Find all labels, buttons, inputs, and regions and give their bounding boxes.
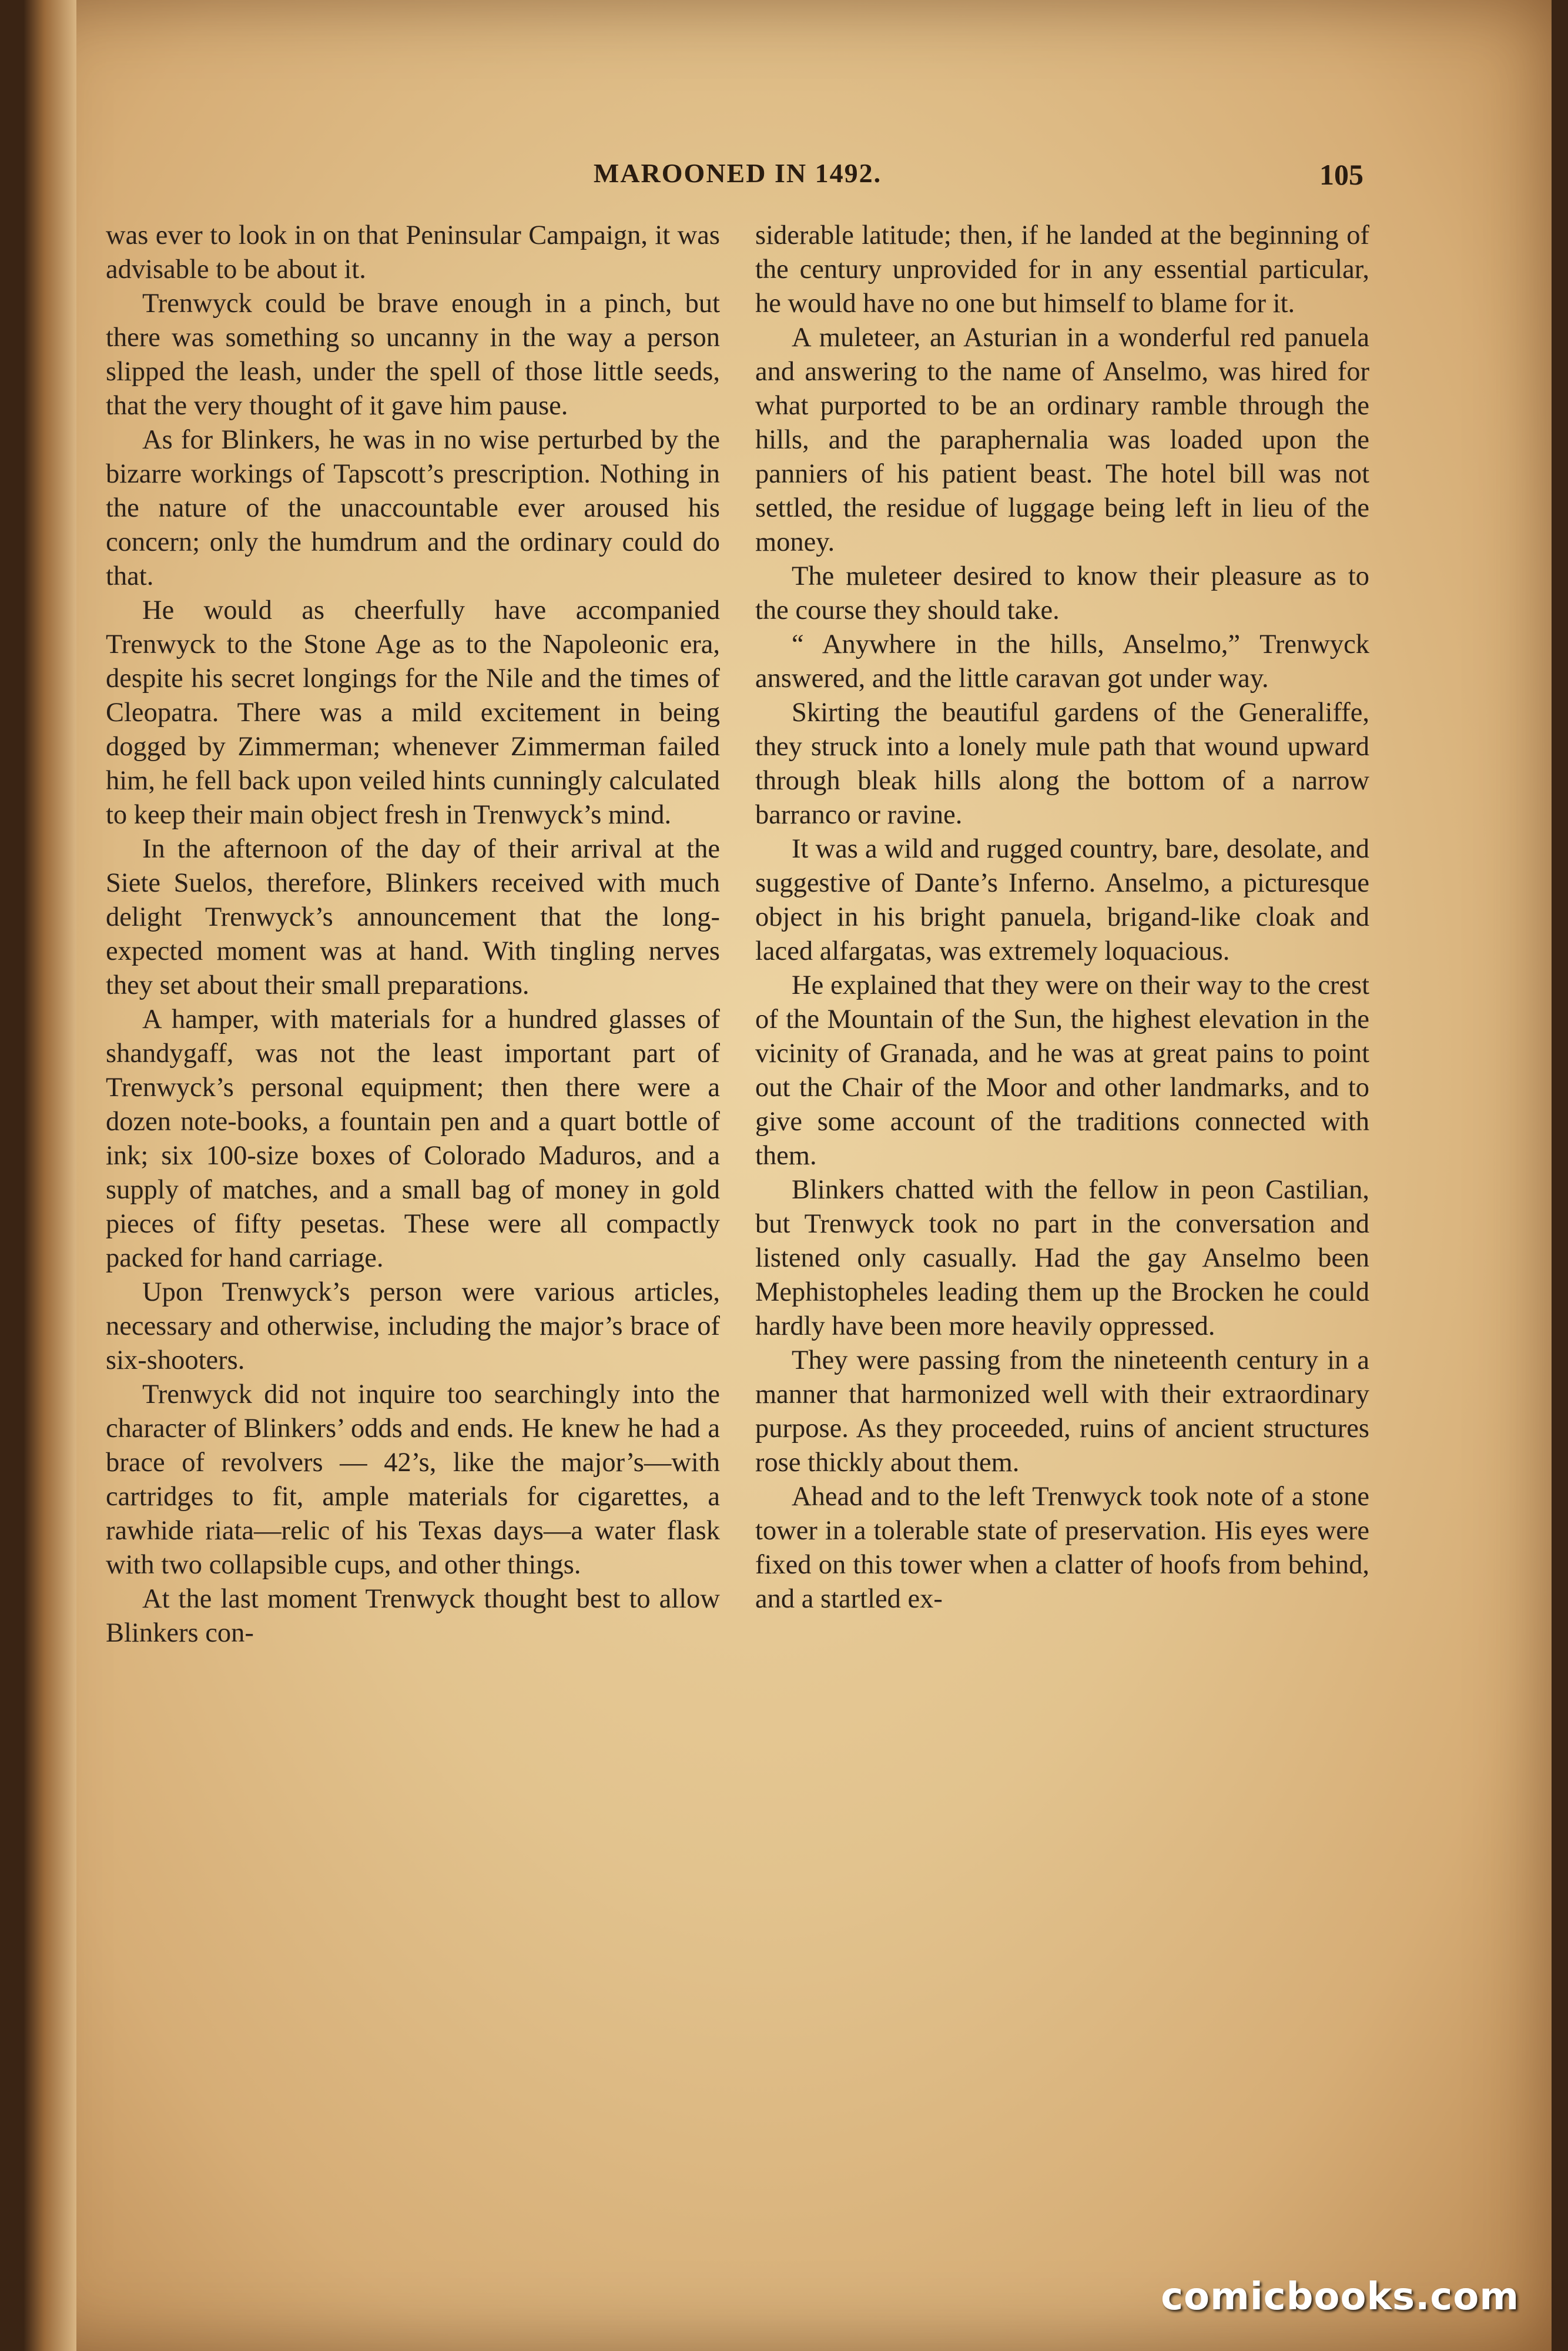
paragraph: Trenwyck did not inquire too searchingly into the character of Blinkers’ odds and ends. He knew he had a brace of revolvers — 42’s, like the major’s—with cartridges to fit, ample materials for cigarettes, a rawhide riata—relic of his Texas days—a water flask with two collapsible cups, and other things. (106, 1379, 720, 1580)
paragraph: was ever to look in on that Peninsular Campaign, it was advisable to be about it. (106, 220, 720, 284)
paragraph: Blinkers chatted with the fellow in peon Castilian, but Trenwyck took no part in the conversation and listened only casually. Had the gay Anselmo been Mephistopheles leading them up the Brocken he could hardly have been more heavily oppressed. (755, 1175, 1369, 1341)
book-page (24, 0, 1552, 2351)
paragraph: A muleteer, an Asturian in a wonderful red panuela and answering to the name of Anselmo, was hired for what purported to be an ordinary ramble through the hills, and the paraphernalia was loaded upon the panniers of his patient beast. The hotel bill was not settled, the residue of luggage being left in lieu of the money. (755, 323, 1369, 557)
site-watermark: comicbooks.com (1161, 2275, 1519, 2319)
paragraph: “ Anywhere in the hills, Anselmo,” Trenwyck answered, and the little caravan got under way. (755, 629, 1369, 694)
paragraph: Skirting the beautiful gardens of the Generaliffe, they struck into a lonely mule path that wound upward through bleak hills along the bottom of a narrow barranco or ravine. (755, 698, 1369, 830)
paragraph: In the afternoon of the day of their arrival at the Siete Suelos, therefore, Blinkers received with much delight Trenwyck’s announcement that the long-expected moment was at hand. With tingling nerves they set about their small preparations. (106, 834, 720, 1000)
paragraph: Upon Trenwyck’s person were various articles, necessary and otherwise, including the major’s brace of six-shooters. (106, 1277, 720, 1375)
paragraph: A hamper, with materials for a hundred glasses of shandygaff, was not the least important part of Trenwyck’s personal equipment; then there were a dozen note-books, a fountain pen and a quart bottle of ink; six 100-size boxes of Colorado Maduros, and a supply of matches, and a small bag of money in gold pieces of fifty pesetas. These were all compactly packed for hand carriage. (106, 1004, 720, 1273)
paragraph: As for Blinkers, he was in no wise perturbed by the bizarre workings of Tapscott’s prescription. Nothing in the nature of the unaccountable ever aroused his concern; only the humdrum and the ordinary could do that. (106, 425, 720, 591)
running-title: MAROONED IN 1492. (593, 158, 882, 188)
page-number: 105 (1319, 158, 1363, 191)
paragraph: They were passing from the nineteenth century in a manner that harmonized well with their extraordinary purpose. As they proceeded, ruins of ancient structures rose thickly about them. (755, 1345, 1369, 1478)
paragraph: It was a wild and rugged country, bare, desolate, and suggestive of Dante’s Inferno. Anselmo, a picturesque object in his bright panuela, brigand-like cloak and laced alfargatas, was extremely loquacious. (755, 834, 1369, 966)
paragraph: He would as cheerfully have accompanied Trenwyck to the Stone Age as to the Napoleonic era, despite his secret longings for the Nile and the times of Cleopatra. There was a mild excitement in being dogged by Zimmerman; whenever Zimmerman failed him, he fell back upon veiled hints cunningly calculated to keep their main object fresh in Trenwyck’s mind. (106, 595, 720, 830)
paragraph: siderable latitude; then, if he landed at the beginning of the century unprovided for in any essential particular, he would have no one but himself to blame for it. (755, 220, 1369, 319)
paragraph: At the last moment Trenwyck thought best to allow Blinkers con- (106, 1584, 720, 1648)
paragraph: Trenwyck could be brave enough in a pinch, but there was something so uncanny in the way a person slipped the leash, under the spell of those little seeds, that the very thought of it gave him pause. (106, 289, 720, 421)
right-column (755, 219, 1369, 1616)
page-header (112, 158, 1363, 205)
page-gutter (24, 0, 76, 2351)
left-column (106, 219, 720, 1650)
paragraph: He explained that they were on their way to the crest of the Mountain of the Sun, the highest elevation in the vicinity of Granada, and he was at great pains to point out the Chair of the Moor and other landmarks, and to give some account of the traditions connected with them. (755, 970, 1369, 1171)
paragraph: The muleteer desired to know their pleasure as to the course they should take. (755, 561, 1369, 625)
paragraph: Ahead and to the left Trenwyck took note of a stone tower in a tolerable state of preservation. His eyes were fixed on this tower when a clatter of hoofs from behind, and a startled ex- (755, 1482, 1369, 1614)
